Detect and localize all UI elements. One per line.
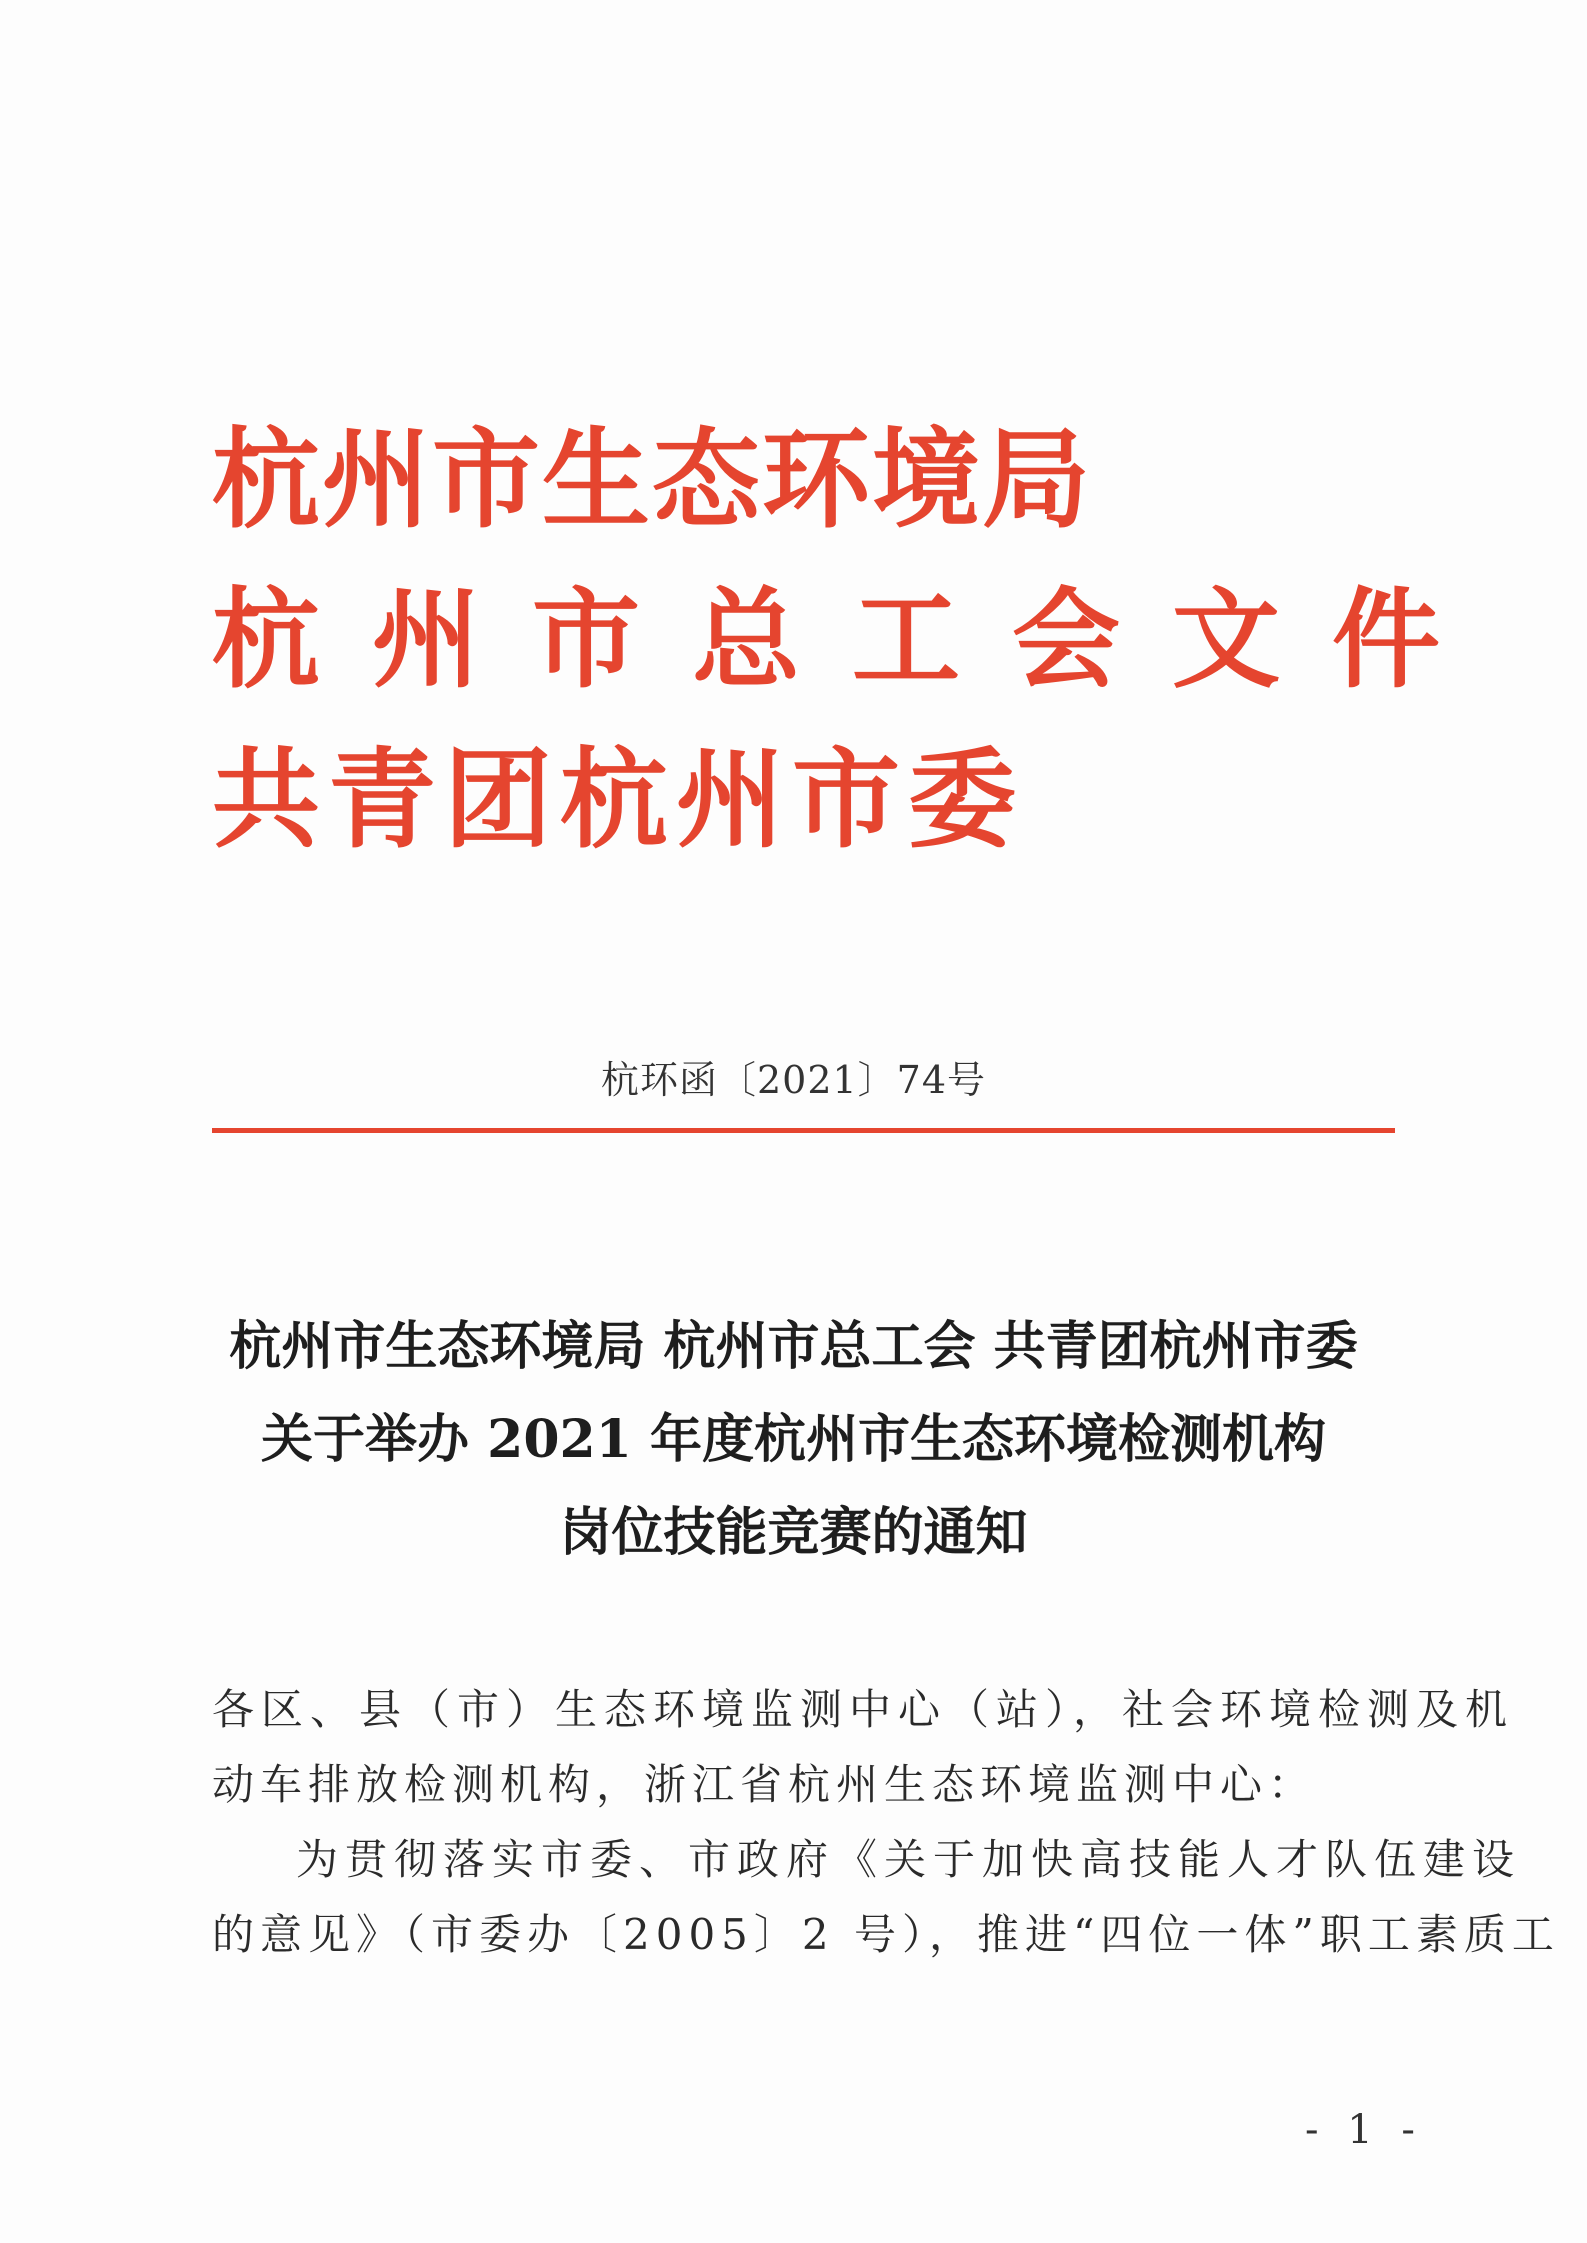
issuer-heading-ecology-bureau: 杭州市生态环境局 [212, 417, 1093, 543]
issuer-heading-trade-union: 杭州市总工会文件 [212, 577, 1493, 703]
salutation-line-1: 各区、县（市）生态环境监测中心（站），社会环境检测及机 [212, 1685, 1515, 1734]
page-number: - 1 - [1305, 2107, 1423, 2153]
paragraph-line-2: 的意见》（市委办〔2005〕2 号），推进“四位一体”职工素质工 [212, 1910, 1560, 1959]
notice-title-line-1: 杭州市生态环境局 杭州市总工会 共青团杭州市委 [229, 1316, 1358, 1377]
notice-title-line-2: 关于举办 2021 年度杭州市生态环境检测机构 [261, 1409, 1326, 1470]
red-divider [212, 1128, 1395, 1133]
notice-title-line-3: 岗位技能竞赛的通知 [559, 1502, 1028, 1563]
document-number: 杭环函〔2021〕74号 [600, 1058, 987, 1102]
salutation-line-2: 动车排放检测机构，浙江省杭州生态环境监测中心： [212, 1760, 1317, 1809]
paragraph-line-1: 为贯彻落实市委、市政府《关于加快高技能人才队伍建设 [296, 1835, 1522, 1884]
issuer-heading-youth-league: 共青团杭州市委 [212, 737, 1025, 863]
